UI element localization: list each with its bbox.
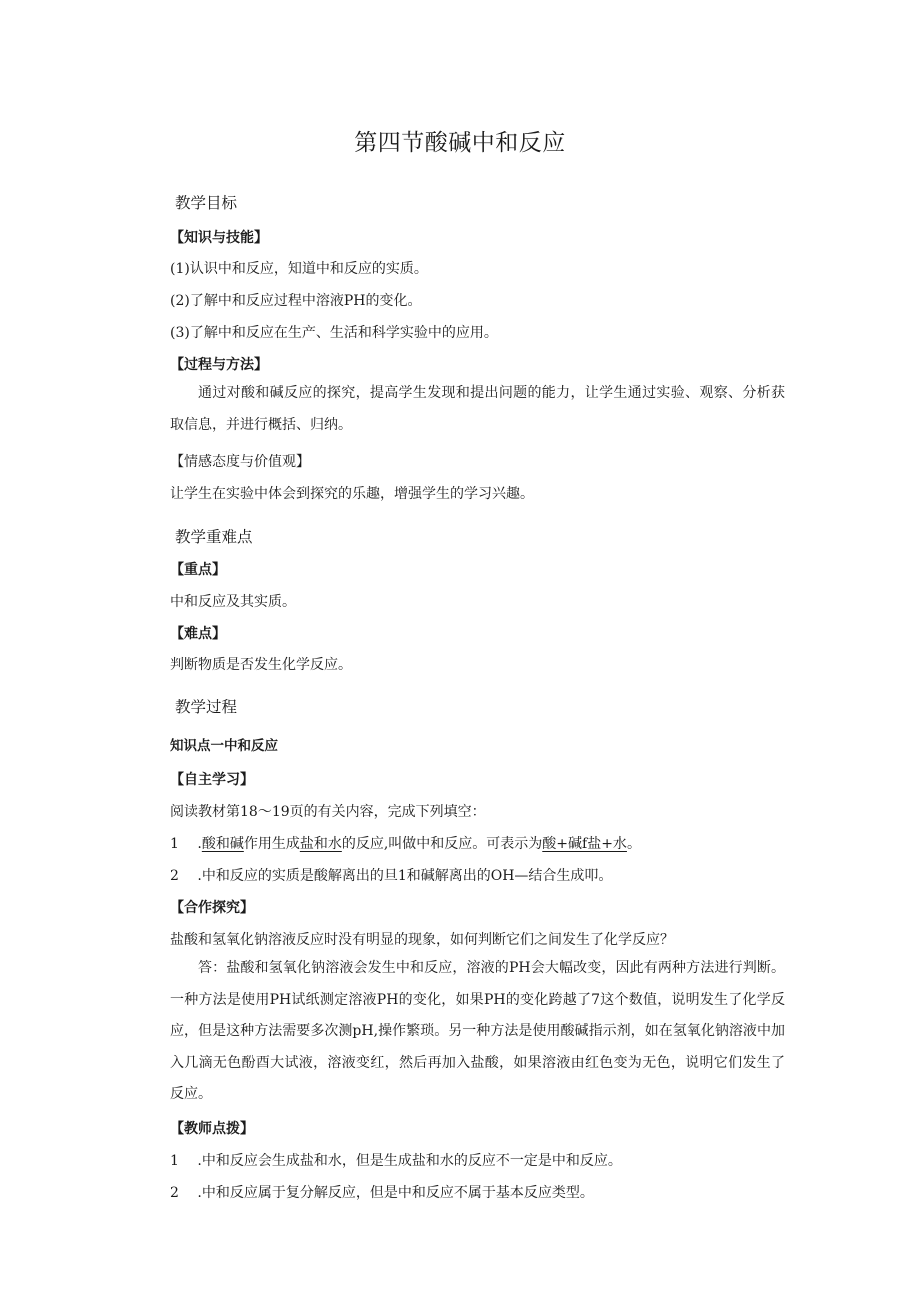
- subheading-cooperation: 【合作探究】: [170, 900, 254, 916]
- subheading-knowledge: 【知识与技能】: [170, 230, 268, 246]
- answer-blank: 酸+碱f盐+水: [542, 836, 627, 852]
- topic-heading: 知识点一中和反应: [170, 738, 278, 754]
- item-text: .中和反应属于复分解反应，但是中和反应不属于基本反应类型。: [197, 1185, 594, 1201]
- difficulty-text: 判断物质是否发生化学反应。: [170, 657, 352, 673]
- item-text: 。: [626, 836, 641, 852]
- page-title: 第四节酸碱中和反应: [354, 130, 566, 156]
- section-heading-process: 教学过程: [175, 698, 238, 716]
- fill-item-2: [170, 865, 612, 885]
- subheading-emotion: 【情感态度与价值观】: [170, 454, 310, 470]
- process-paragraph: 通过对酸和碱反应的探究，提高学生发现和提出问题的能力，让学生通过实验、观察、分析获取信息，并进行概括、归纳。: [170, 385, 785, 433]
- item-number: 2: [170, 868, 179, 884]
- item-text: 作用生成: [243, 836, 300, 852]
- item-number: 2: [170, 1185, 179, 1201]
- section-heading-key-points: 教学重难点: [175, 528, 253, 546]
- subheading-process: 【过程与方法】: [170, 357, 268, 373]
- self-study-intro: 阅读教材第18〜19页的有关内容，完成下列填空：: [170, 804, 486, 820]
- subheading-difficulty: 【难点】: [170, 626, 226, 642]
- answer-blank: 酸和碱: [201, 836, 244, 852]
- teacher-item: [170, 1150, 622, 1170]
- subheading-teacher: 【教师点拨】: [170, 1121, 254, 1137]
- emotion-paragraph: 让学生在实验中体会到探究的乐趣，增强学生的学习兴趣。: [170, 486, 534, 502]
- item-number: 1: [170, 836, 179, 852]
- teacher-item: [170, 1182, 594, 1202]
- subheading-self-study: 【自主学习】: [170, 772, 254, 788]
- item-text: .: [197, 836, 202, 852]
- subheading-focus: 【重点】: [170, 562, 226, 578]
- knowledge-item: (3)了解中和反应在生产、生活和科学实验中的应用。: [170, 325, 498, 341]
- knowledge-item: (1)认识中和反应，知道中和反应的实质。: [170, 261, 428, 277]
- item-text: 的反应,叫做中和反应。可表示为: [341, 836, 543, 852]
- focus-text: 中和反应及其实质。: [170, 594, 296, 610]
- cooperation-answer: 答：盐酸和氢氧化钠溶液会发生中和反应，溶液的PH会大幅改变，因此有两种方法进行判断。一种方法是使用PH试纸测定溶液PH的变化，如果PH的变化跨越了7这个数值，说明发生了化学反应，但是这种方法需要多次测pH,操作繁琐。另一种方法是使用酸碱指示剂，如在氢氧化钠溶液中加入几滴无色酚酉大试液，溶液变红，然后再加入盐酸，如果溶液由红色变为无色，说明它们发生了反应。: [170, 960, 785, 1102]
- section-heading-objectives: 教学目标: [175, 194, 238, 212]
- fill-item-1: [170, 833, 641, 853]
- item-text: .中和反应的实质是酸解离出的旦1和碱解离出的OH—结合生成叩。: [197, 868, 613, 884]
- item-number: 1: [170, 1153, 179, 1169]
- knowledge-item: (2)了解中和反应过程中溶液PH的变化。: [170, 293, 422, 309]
- answer-blank: 盐和水: [299, 836, 342, 852]
- item-text: .中和反应会生成盐和水，但是生成盐和水的反应不一定是中和反应。: [197, 1153, 622, 1169]
- cooperation-question: 盐酸和氢氧化钠溶液反应时没有明显的现象，如何判断它们之间发生了化学反应？: [170, 932, 674, 948]
